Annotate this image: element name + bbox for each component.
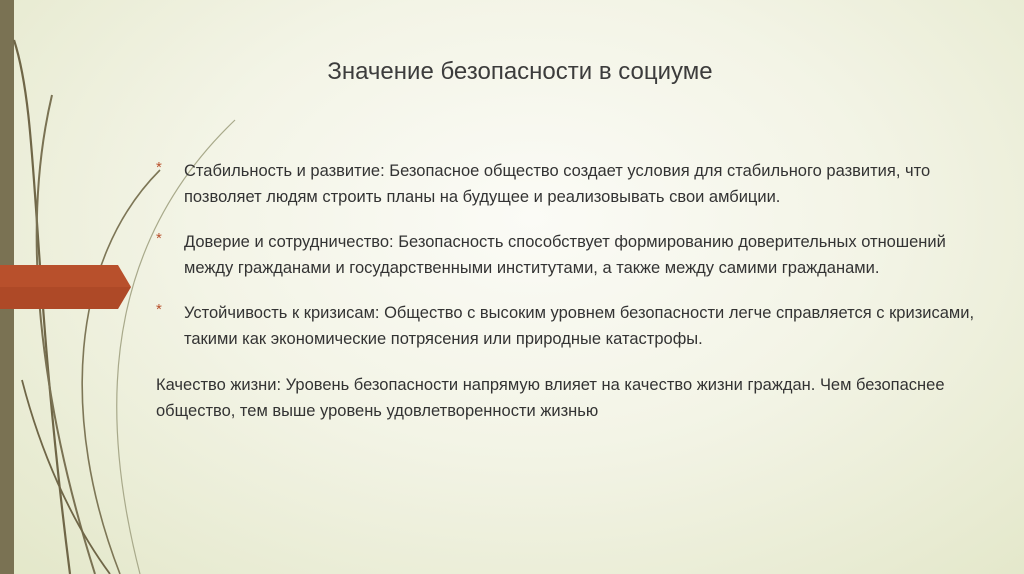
closing-paragraph: Качество жизни: Уровень безопасности напрямую влияет на качество жизни граждан. Чем безопаснее общество, тем выше уровень удовлетворенности жизнью	[156, 376, 945, 420]
slide-content	[156, 158, 996, 424]
bullet-star-icon: *	[156, 230, 162, 247]
slide-title: Значение безопасности в социуме	[327, 58, 713, 85]
bullet-text: Доверие и сотрудничество: Безопасность способствует формированию доверительных отношений между гражданами и государственными институтами, а также между самими гражданами.	[184, 233, 946, 277]
red-arrow-banner-shade	[0, 287, 131, 309]
bullet-star-icon: *	[156, 301, 162, 318]
bullet-item	[156, 300, 996, 352]
bullet-text: Стабильность и развитие: Безопасное общество создает условия для стабильного развития, что позволяет людям строить планы на будущее и реализовывать свои амбиции.	[184, 162, 931, 206]
bullet-item	[156, 158, 996, 210]
bullet-item	[156, 229, 996, 281]
bullet-text: Устойчивость к кризисам: Общество с высоким уровнем безопасности легче справляется с кризисами, такими как экономические потрясения или природные катастрофы.	[184, 304, 975, 348]
bullet-star-icon: *	[156, 159, 162, 176]
stem-curve	[82, 170, 160, 574]
